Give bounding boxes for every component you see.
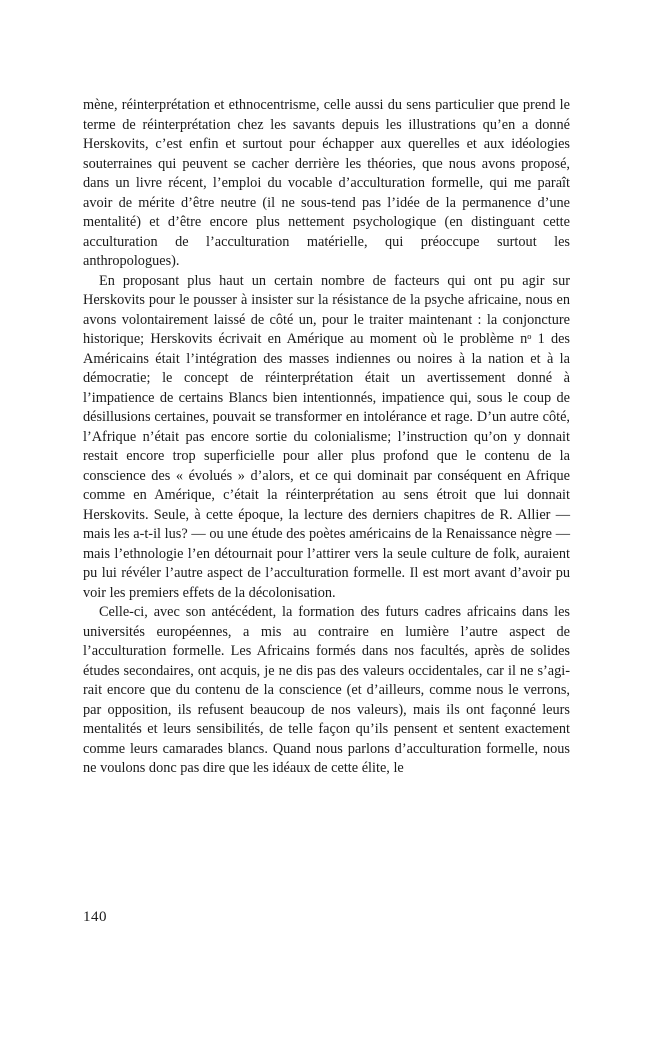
page-number: 140 (83, 909, 107, 925)
page-body (83, 96, 570, 779)
paragraph-continued: mène, réinterprétation et ethnocentrisme, celle aussi du sens particulier que prend le terme de réinterprétation chez les savants depuis les illustrations qu’en a donné Herskovits, c’est enfin et surtout pour échapper aux querelles et aux idéologies souterraines qui peuvent se cacher derrière les théories, que nous avons proposé, dans un livre récent, l’emploi du vocable d’acculturation formelle, qui me paraît avoir de mérite d’être neutre (il ne sous-tend pas l’idée de la permanence d’une mentalité) et d’être encore plus nettement psychologique (en distinguant cette acculturation de l’acculturation matérielle, qui préoccupe surtout les anthropologues). (83, 97, 570, 269)
paragraph-historical-context: En proposant plus haut un certain nombre de facteurs qui ont pu agir sur Herskovits pour le pousser à insister sur la résistance de la psyche africaine, nous en avons volontairement laissé de côté un, pour le traiter maintenant : la conjoncture historique; Herskovits écrivait en Amérique au moment où le problème nᵒ 1 des Américains était l’intégration des masses indiennes ou noires à la nation et à la démocratie; le concept de réinterprétation était un avertissement donné à l’impatience de certains Blancs bien intentionnés, impatience qui, sous le coup de désillusions certaines, pouvait se transformer en intolérance et rage. D’un autre côté, l’Afrique n’était pas encore sortie du colonialisme; l’instruction qu’on y donnait restait encore trop superficielle pour aller plus profond que le contenu de la conscience des « évolués » d’alors, et ce qui dominait par conséquent en Afrique comme en Amérique, c’était la réinterprétation au sens étroit que lui donnait Herskovits. Seule, à cette époque, la lecture des derniers chapitres de R. Allier — mais les a-t-il lus? — ou une étude des poètes américains de la Renaissance nègre — mais l’ethnologie l’en détournait pour l’attirer vers la seule culture de folk, auraient pu lui révéler l’autre aspect de l’acculturation formelle. Il est mort avant d’avoir pu voir les premiers effets de la décolonisation. (83, 272, 570, 601)
paragraph-decolonisation: Celle-ci, avec son antécédent, la formation des futurs cadres africains dans les universités européennes, a mis au contraire en lumière l’autre aspect de l’acculturation formelle. Les Africains formés dans nos facultés, après de solides études secondaires, ont acquis, je ne dis pas des valeurs occidentales, car il ne s’agirait encore que du contenu de la conscience (et d’ailleurs, comme nous le verrons, par opposition, ils refusent beaucoup de nos valeurs), mais ils ont façonné leurs mentalités et leurs sensibilités, de telle façon qu’ils pensent et sentent exactement comme leurs camarades blancs. Quand nous parlons d’acculturation formelle, nous ne voulons donc pas dire que les idéaux de cette élite, le (83, 604, 570, 776)
